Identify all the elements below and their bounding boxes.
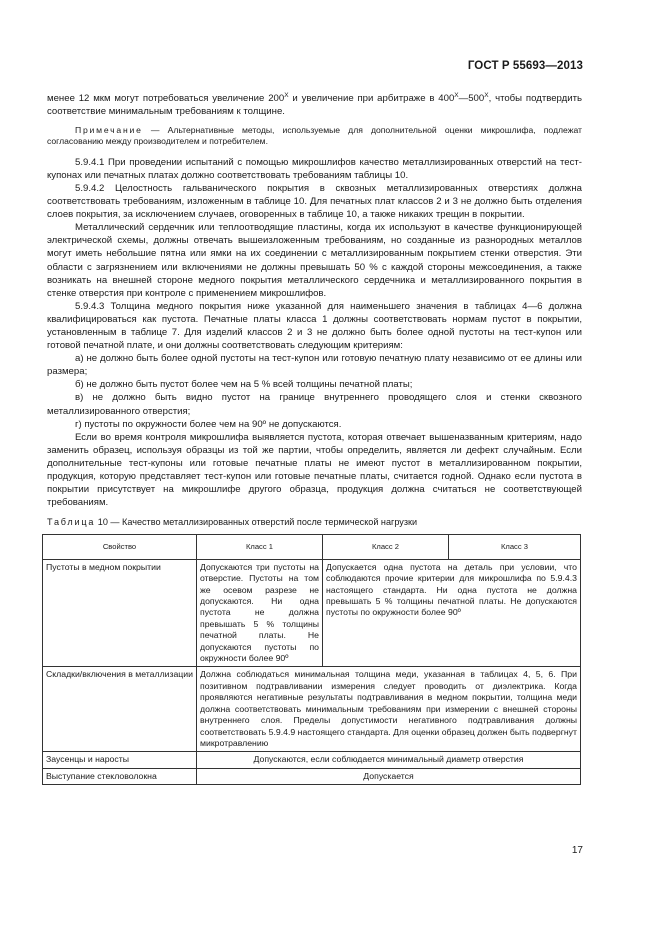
table-caption-text: 10 — Качество металлизированных отверстий после термической нагрузки (95, 517, 418, 528)
table-caption-label: Таблица (47, 517, 96, 528)
table-row (43, 768, 581, 784)
cell-property: Выступание стекловолокна (43, 768, 197, 784)
cell-value: Допускается (197, 768, 581, 784)
header-class-2: Класс 2 (323, 535, 449, 559)
table-caption (47, 516, 582, 529)
cell-property: Пустоты в медном покрытии (43, 559, 197, 667)
cell-class-2-3: Допускается одна пустота на деталь при условии, что соблюдаются прочие критерии для микрошлифа по 5.9.4.3 настоящего стандарта. Ни одна пустота не должна превышать 5 % толщины печатной платы. Не допускаются пустоты по окружности более 90º (323, 559, 581, 667)
cell-class-1: Допускаются три пустоты на отверстие. Пустоты на том же осевом разрезе не допускаются. Ни одна пустота не должна превышать 5 % толщины печатной платы. Не допускаются пустоты по окружности более 90º (197, 559, 323, 667)
text-fragment: и увеличение при арбитраже в 400 (288, 93, 455, 104)
header-class-3: Класс 3 (449, 535, 581, 559)
superscript: X (284, 91, 289, 99)
paragraph-5-9-4-2: 5.9.4.2 Целостность гальванического покрытия в сквозных металлизированных отверстиях должна соответствовать требованиям, изложенным в таблице 10. Для печатных плат классов 2 и 3 не должно быть отделения слоев покрытия, за исключением случаев, оговоренных в таблице 10, а также никаких трещин в покрытии. (47, 182, 582, 221)
header-class-1: Класс 1 (197, 535, 323, 559)
text-fragment: , чтобы подтвердить соответствие минимальным требованиям к толщине. (47, 93, 582, 118)
cell-value: Допускаются, если соблюдается минимальный диаметр отверстия (197, 752, 581, 768)
text-fragment: менее 12 мкм могут потребоваться увеличение 200 (47, 93, 285, 104)
note (47, 125, 582, 148)
cell-property: Складки/включения в металлизации (43, 667, 197, 752)
list-item-a: а) не должно быть более одной пустоты на тест-купон или готовую печатную плату независимо от ее длины или размера; (47, 353, 582, 378)
list-item-g: г) пустоты по окружности более чем на 90º не допускаются. (75, 418, 342, 430)
paragraph-5-9-4-3: 5.9.4.3 Толщина медного покрытия ниже указанной для наименьшего значения в таблицах 4—6 должна квалифицироваться как пустота. Печатные платы класса 1 должны соответствовать нормам пустот в покрытии, установленным в таблице 7. Для изделий классов 2 и 3 не должно быть более одной пустоты на тест-купон или готовой печатной плате, и они должны соответствовать следующим критериям: (47, 300, 582, 352)
list-item-b: б) не должно быть пустот более чем на 5 % всей толщины печатной платы; (75, 379, 413, 391)
document-header: ГОСТ Р 55693—2013 (467, 60, 583, 72)
superscript: X (484, 91, 489, 99)
paragraph-metal-core: Металлический сердечник или теплоотводящие пластины, когда их используют в качестве функционирующей электрической схемы, должны отвечать вышеизложенным требованиям, но созданные из разнородных металлов могут иметь небольшие пятна или ямки на их соединении с металлизированным покрытием стенки отверстия. Эти области с загрязнением или включениями не должны превышать 50 % с каждой стороны межсоединения, а также возникать на внешней стороне медного покрытия металлического сердечника и металлизированного покрытия в стенке отверстия при контроле с применением микрошлифов. (47, 222, 582, 299)
list-item-v: в) не должно быть видно пустот на границе внутреннего проводящего слоя и стенки сквозного металлизированного отверстия; (47, 392, 582, 417)
text-fragment: —500 (458, 93, 485, 104)
document-body (47, 92, 582, 785)
paragraph-void-detected: Если во время контроля микрошлифа выявляется пустота, которая отвечает вышеназванным критериям, надо заменить образец, используя образцы из той же партии, чтобы определить, является ли дефект случайным. Если дополнительные тест-купоны или готовые печатные платы не имеют пустот в металлизированном покрытии, продукция, которую представляет тест-купон или готовые печатные платы, считается годной. Однако если пустота в покрытии присутствует на микрошлифе другого образца, продукция должна считаться не соответствующей требованиям. (47, 431, 582, 509)
header-property: Свойство (43, 535, 197, 559)
cell-value: Должна соблюдаться минимальная толщина меди, указанная в таблицах 4, 5, 6. При позитивном подтравливании измерения следует проводить от диэлектрика. Когда проявляются негативные результаты подтравливания в медном покрытии, толщина меди должна соответствовать минимальным требованиям при измерении с внешней стороны внутреннего слоя. Пределы допустимости негативного подтравливания должны соответствовать 5.9.4.9 настоящего стандарта. Для оценки образец должен быть подвергнут микротравлению (197, 667, 581, 752)
paragraph-5-9-4-1: 5.9.4.1 При проведении испытаний с помощью микрошлифов качество металлизированных отверстий на тест-купонах или печатных платах должно соответствовать требованиям таблицы 10. (47, 156, 582, 181)
quality-table (42, 534, 581, 785)
superscript: X (454, 91, 459, 99)
note-label: Примечание (75, 125, 143, 136)
table-row (43, 667, 581, 752)
cell-property: Заусенцы и наросты (43, 752, 197, 768)
page-number: 17 (571, 845, 583, 856)
table-header-row (43, 535, 581, 559)
paragraph-continued (47, 92, 582, 118)
table-row (43, 559, 581, 667)
table-row (43, 752, 581, 768)
note-text: — Альтернативные методы, используемые для дополнительной оценки микрошлифа, подлежат согласованию между производителем и потребителем. (47, 125, 582, 147)
